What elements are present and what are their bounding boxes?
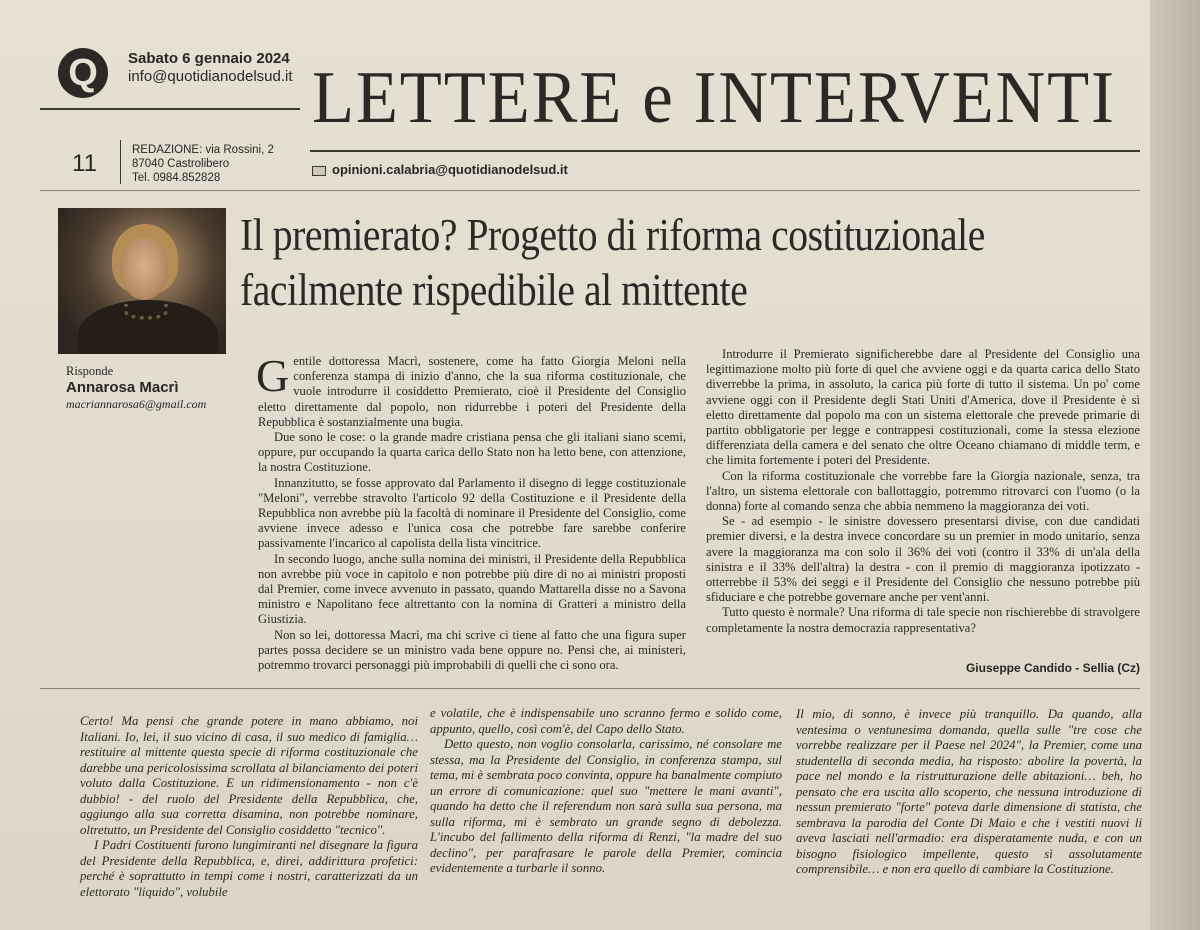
reply-column-3 — [796, 707, 1142, 878]
redazione-line: Tel. 0984.852828 — [132, 172, 221, 184]
letter-paragraph: Tutto questo è normale? Una riforma di tale specie non rischierebbe di stravolgere completamente la nostra democrazia rappresentativa? — [706, 605, 1140, 635]
responder-name: Annarosa Macrì — [66, 379, 179, 396]
photo-necklace — [124, 304, 168, 320]
top-divider — [40, 190, 1140, 191]
letter-paragraph: In secondo luogo, anche sulla nomina dei ministri, il Presidente della Repubblica non avrebbe più voce in capitolo e non potrebbe più dire di no ai ministri proposti dal Premier, come invece avvenuto in passato, quando Mattarella disse no a Savona ministro e Napolitano fece altrettanto con la nomina di Gratteri a ministro della Giustizia. — [258, 551, 686, 627]
responds-label: Risponde — [66, 364, 114, 378]
header-divider — [120, 140, 121, 184]
redazione-line: REDAZIONE: via Rossini, 2 — [132, 144, 274, 156]
letter-column-1 — [256, 350, 686, 673]
issue-date: Sabato 6 gennaio 2024 — [128, 50, 290, 67]
letter-paragraph — [256, 350, 686, 430]
masthead-email: info@quotidianodelsud.it — [128, 68, 293, 85]
reply-paragraph: I Padri Costituenti furono lungimiranti nel disegnare la figura del Presidente della Repubblica, e, direi, addirittura profetici: perché è soprattutto in tempi come i nostri, caratterizzati da un elettorato "liquido", volubile — [80, 838, 418, 899]
drop-cap: G — [256, 350, 290, 401]
reply-column-1 — [80, 714, 418, 900]
letter-paragraph: Non so lei, dottoressa Macrì, ma chi scrive ci tiene al fatto che una figura super partes possa decidere se un ministro vada bene oppure no. Pensi che, ai ministeri, potremmo trovarci personaggi più improbabili di quelli che ci sono ora. — [258, 627, 686, 673]
reply-paragraph: Detto questo, non voglio consolarla, carissimo, né consolare me stessa, ma la Presidente del Consiglio, in conferenza stampa, sul tema, mi è sembrata poco convinta, oppure ha banalmente compiuto un errore di comunicazione: quel suo "mettere le mani avanti", quando ha detto che il referendum non sarà sulla sua persona, ma sulla riforma, mi è sembrato un grande segno di debolezza. L'incubo del fallimento della riforma di Renzi, "la madre del suo declino", per parafrasare le parole della Premier, comincia evidentemente a turbarle il sonno. — [430, 737, 782, 875]
letter-paragraph: Con la riforma costituzionale che vorrebbe fare la Giorgia nazionale, senza, tra l'altro, un sistema elettorale con ballottaggio, potremmo ritrovarci con l'uomo (o la donna) forte al comando senza che abbia nemmeno la maggioranza dei voti. — [706, 468, 1140, 514]
photo-face — [120, 238, 168, 300]
letter-column-2 — [706, 347, 1140, 636]
article-headline — [240, 208, 1032, 318]
letter-paragraph: Se - ad esempio - le sinistre dovessero presentarsi divise, con due candidati premier diversi, e la destra invece concordare su un premier in modo unitario, senza avere la maggioranza ma con solo il 36% dei voti (contro il 33% di un'ala della sinistra e il 33% dell'altra) la destra - con il premio di maggioranza ipotizzato - otterrebbe il 53% dei seggi e il Presidente del Consiglio che nessuno potrebbe più sfiduciare e che potrebbe governare anche per vent'anni. — [706, 514, 1140, 605]
letter-paragraph: Introdurre il Premierato significherebbe dare al Presidente del Consiglio una legittimazione molto più forte di quel che avviene oggi e da quarta carica dello Stato diverrebbe la prima, in assoluto, la carica più forte di tutto il sistema. Un po' come avviene oggi con il Presidente degli Stati Uniti d'America, dove il Presidente è sì eletto direttamente dal popolo ma con un sistema elettorale che prevede primarie di partito obbligatorie per legge e contrappesi costituzionali, come la stessa elezione differenziata della camera e del senato che oltre Oceano chiamano di middle term, e che limita fortemente i poteri del Presidente. — [706, 347, 1140, 468]
middle-divider — [40, 688, 1140, 689]
responder-email: macriannarosa6@gmail.com — [66, 397, 207, 411]
section-title: LETTERE e INTERVENTI — [312, 57, 1116, 139]
headline-line: facilmente rispedibile al mittente — [240, 265, 748, 315]
reply-paragraph: Il mio, di sonno, è invece più tranquillo. Da quando, alla ventesima o ventunesima domanda, quella sulle "tre cose che vorrebbe realizzare per il Paese nel 2024", la Premier, come una studentella di seconda media, ha risposto: abolire la povertà, la pace nel mondo e la ristrutturazione delle abitazioni… beh, ho pensato che era uscita allo scoperto, che nessuna introduzione di nessun premierato "forte" poteva darle dimensione di statista, che sembrava la parodia del Conte Di Maio e che i vestiti nuovi li aveva lasciati nell'armadio: era disperatamente nuda, e con un bisogno fisiologico impellente, questo sì assolutamente comprensibile… e non era quello di cambiare la Costituzione. — [796, 707, 1142, 876]
envelope-icon — [312, 166, 326, 176]
page-number: 11 — [72, 150, 97, 177]
redazione-line: 87040 Castrolibero — [132, 158, 230, 170]
letter-signature: Giuseppe Candido - Sellia (Cz) — [965, 661, 1140, 675]
author-photo — [58, 208, 226, 354]
reply-paragraph: e volatile, che è indispensabile uno scranno fermo e solido come, appunto, quello, così com'è, del Capo dello Stato. — [430, 706, 782, 736]
reply-column-2 — [430, 706, 782, 877]
letter-paragraph: Innanzitutto, se fosse approvato dal Parlamento il disegno di legge costituzionale "Meloni", verrebbe stravolto l'articolo 92 della Costituzione e il Presidente della Repubblica non avrebbe più la facoltà di nominare il Presidente del Consiglio, come avviene invece adesso e l'unica cosa che potrebbe fare sarebbe conferire passivamente l'incarico al capolista della lista vincitrice. — [258, 475, 686, 551]
paragraph-text: entile dottoressa Macrì, sostenere, come ha fatto Giorgia Meloni nella conferenza stampa di inizio d'anno, che la sua riforma costituzionale, che vuole introdurre il cosiddetto Premierato, cioè il Presidente del Consiglio eletto direttamente dal popolo, non ridurrebbe i poteri del Presidente della Repubblica è sostanzialmente una bugia. — [258, 354, 686, 429]
section-rule — [310, 150, 1140, 152]
newspaper-logo: Q — [58, 48, 108, 98]
headline-line: Il premierato? Progetto di riforma costituzionale — [240, 210, 985, 260]
reply-paragraph: Certo! Ma pensi che grande potere in mano abbiamo, noi Italiani. Io, lei, il suo vicino di casa, il suo medico di famiglia… restituire al mittente questa specie di riforma costituzionale che darebbe una pericolosissima scrollata al bilanciamento dei poteri voluto dalla Costituzione. E un ridimensionamento - non c'è dubbio! - del ruolo del Presidente della Repubblica, che, aggiungo alla sua corretta disamina, non potrebbe nominare, oltretutto, un Presidente del Consiglio cosiddetto "tecnico". — [80, 714, 418, 837]
opinion-email: opinioni.calabria@quotidianodelsud.it — [332, 162, 568, 177]
header-rule — [40, 108, 300, 110]
page-edge-shadow — [1150, 0, 1200, 930]
letter-paragraph: Due sono le cose: o la grande madre cristiana pensa che gli italiani siano scemi, oppure, pur occupando la quarta carica dello Stato non ha letto bene, con attenzione, la nostra Costituzione. — [258, 430, 686, 475]
redazione-address — [132, 143, 274, 185]
